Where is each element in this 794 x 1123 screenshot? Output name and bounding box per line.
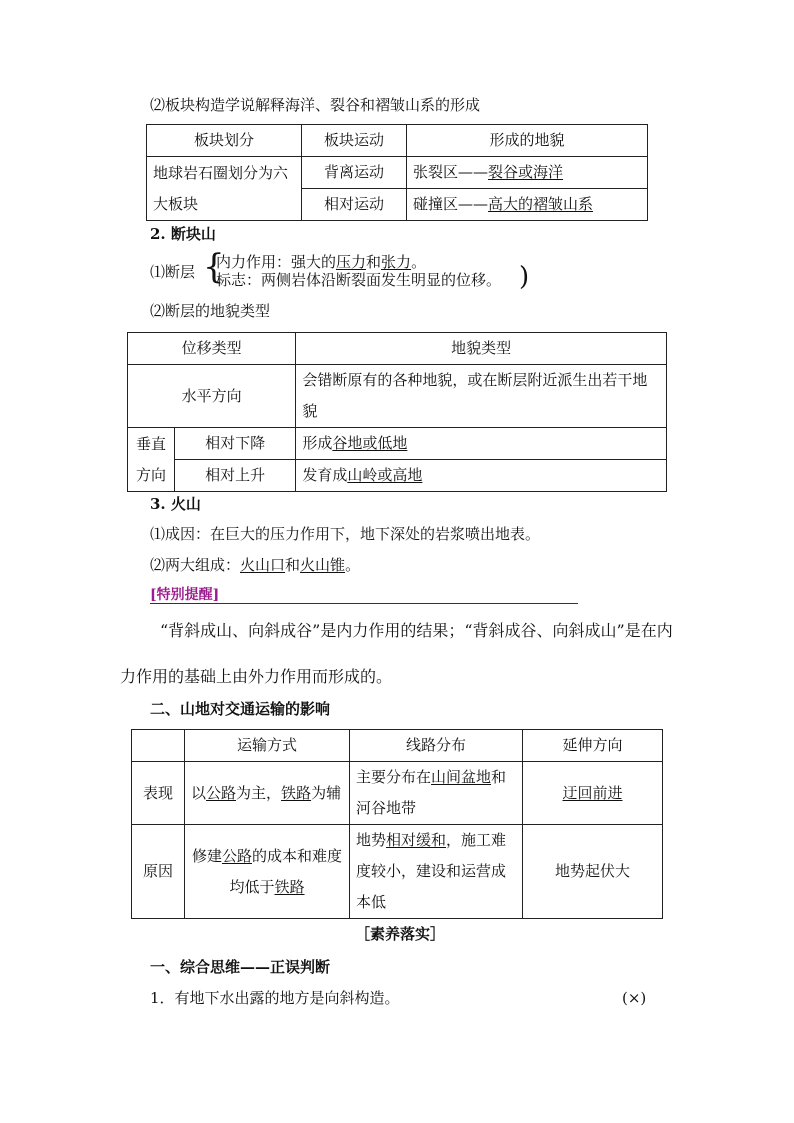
practice-item-1: 1．有地下水出露的地方是向斜构造。 [150, 989, 400, 1007]
section-subheading-fault-landforms: ⑵断层的地貌类型 [150, 302, 271, 320]
horizontal-cell: 水平方向 [128, 365, 296, 428]
plate-table-header: 形成的地貌 [407, 125, 648, 157]
transport-mode-cell: 以公路为主，铁路为辅 [185, 762, 350, 825]
transport-table-header: 运输方式 [185, 730, 350, 762]
relative-down-cell: 相对下降 [175, 428, 296, 460]
extension-direction-cell: 迂回前进 [523, 762, 663, 825]
volcano-cause: ⑴成因：在巨大的压力作用下，地下深处的岩浆喷出地表。 [150, 525, 541, 543]
reminder-divider [150, 603, 578, 604]
fault-landform-table [127, 332, 667, 492]
fault-label: ⑴断层 [150, 263, 196, 281]
practice-item-1-answer: (×) [622, 989, 647, 1007]
relative-up-cell: 相对上升 [175, 460, 296, 492]
special-reminder-text: “背斜成山、向斜成谷”是内力作用的结果；“背斜成谷、向斜成山”是在内力作用的基础上由外力作用而形成的。 [120, 621, 673, 686]
down-landform-cell: 形成谷地或低地 [296, 428, 667, 460]
row-label-cell: 原因 [132, 825, 185, 919]
special-reminder-label: [特别提醒] [150, 587, 220, 603]
section-heading-volcano: 3. 火山 [150, 495, 201, 513]
plate-division-cell: 地球岩石圈划分为六大板块 [147, 157, 302, 221]
plate-motion-cell: 相对运动 [302, 189, 407, 221]
left-brace-icon: { [203, 247, 225, 287]
plate-landform-cell: 碰撞区——高大的褶皱山系 [407, 189, 648, 221]
transport-table [131, 729, 663, 919]
volcano-parts: ⑵两大组成：火山口和火山锥。 [150, 556, 361, 574]
fault-table-header: 位移类型 [128, 333, 296, 365]
plate-motion-cell: 背离运动 [302, 157, 407, 189]
plate-table [146, 124, 648, 221]
transport-mode-cell: 修建公路的成本和难度均低于铁路 [185, 825, 350, 919]
route-distribution-cell: 地势相对缓和，施工难度较小，建设和运营成本低 [350, 825, 523, 919]
fault-line-sign: 标志：两侧岩体沿断裂面发生明显的位移。 [216, 271, 502, 289]
section-heading-fault-block: 2. 断块山 [150, 225, 216, 243]
section-heading-transport: 二、山地对交通运输的影响 [150, 700, 331, 718]
transport-table-header: 延伸方向 [523, 730, 663, 762]
vertical-cell: 垂直方向 [128, 428, 175, 492]
up-landform-cell: 发育成山岭或高地 [296, 460, 667, 492]
transport-table-header: 线路分布 [350, 730, 523, 762]
practice-heading: 一、综合思维——正误判断 [150, 958, 331, 976]
section-heading-plate-tectonics: ⑵板块构造学说解释海洋、裂谷和褶皱山系的形成 [150, 96, 481, 114]
extension-direction-cell: 地势起伏大 [523, 825, 663, 919]
route-distribution-cell: 主要分布在山间盆地和河谷地带 [350, 762, 523, 825]
plate-table-header: 板块运动 [302, 125, 407, 157]
row-label-cell: 表现 [132, 762, 185, 825]
fault-line-force: 内力作用：强大的压力和张力。 [216, 253, 427, 271]
horizontal-desc-cell: 会错断原有的各种地貌，或在断层附近派生出若干地貌 [296, 365, 667, 428]
plate-landform-cell: 张裂区——裂谷或海洋 [407, 157, 648, 189]
practice-title: ［素养落实］ [355, 925, 446, 943]
fault-table-header: 地貌类型 [296, 333, 667, 365]
transport-table-header [132, 730, 185, 762]
plate-table-header: 板块划分 [147, 125, 302, 157]
right-paren-icon: ) [519, 262, 530, 292]
